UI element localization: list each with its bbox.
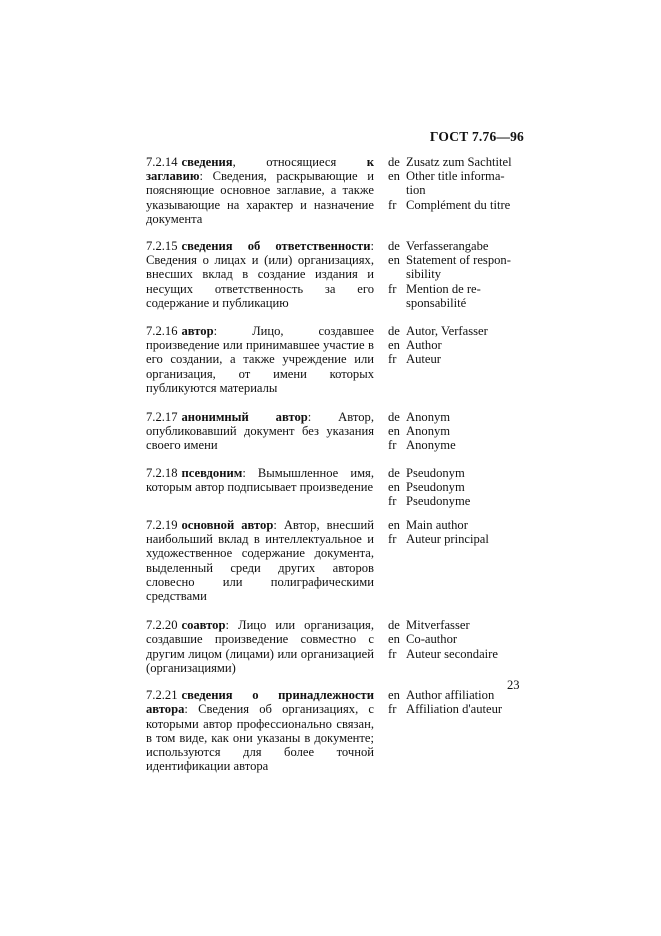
- entry-number: 7.2.14: [146, 155, 178, 169]
- entry-number: 7.2.18: [146, 465, 178, 480]
- language-code: fr: [388, 281, 397, 296]
- glossary-entries: [146, 155, 526, 773]
- foreign-equivalents: [388, 324, 528, 367]
- foreign-term: Other title informa-: [406, 169, 505, 184]
- foreign-term: sibility: [406, 267, 441, 282]
- foreign-term: Pseudonyme: [406, 494, 471, 509]
- entry-term: сведения: [181, 155, 233, 169]
- entry-definition: [146, 410, 374, 453]
- glossary-entry: [146, 618, 526, 675]
- foreign-term-row: [388, 338, 528, 352]
- foreign-term-row: [388, 282, 528, 296]
- foreign-term-row: [388, 647, 528, 661]
- language-code: en: [388, 632, 400, 647]
- language-code: fr: [388, 438, 397, 453]
- foreign-term: tion: [406, 183, 426, 198]
- foreign-term: Pseudonym: [406, 465, 465, 480]
- entry-term-connector: , относящиеся: [232, 155, 367, 169]
- foreign-term-row: [388, 169, 528, 183]
- entry-number: 7.2.17: [146, 410, 178, 425]
- entry-definition-text: : Вымышленное имя, которым автор подписывает произведение: [146, 465, 374, 494]
- entry-definition-text: : Автор, внесший наибольший вклад в интеллектуальное и художественное содержание документа, выделенный среди других авторов словесно или полиграфическими средствами: [146, 518, 374, 604]
- language-code: [388, 267, 406, 281]
- entry-definition-text: : Сведения об организациях, с которыми автор профессионально связан, в том виде, как они указаны в документе; используются для более точной идентификации автора: [146, 702, 374, 774]
- language-code: en: [388, 518, 400, 533]
- foreign-equivalents: [388, 239, 528, 310]
- language-code: de: [388, 324, 400, 339]
- foreign-term-row: [388, 352, 528, 366]
- foreign-term-row: [388, 466, 528, 480]
- entry-term: анонимный автор: [181, 410, 308, 425]
- entry-definition: [146, 518, 374, 603]
- page-number: 23: [507, 678, 520, 692]
- foreign-term: Pseudonym: [406, 479, 465, 494]
- language-code: en: [388, 253, 400, 268]
- language-code: de: [388, 618, 400, 633]
- language-code: en: [388, 688, 400, 703]
- entry-number: 7.2.15: [146, 239, 178, 254]
- foreign-term: Mention de re-: [406, 281, 481, 296]
- foreign-term-row: [388, 618, 528, 632]
- language-code: fr: [388, 532, 397, 547]
- foreign-term-row: [388, 532, 528, 546]
- entry-number: 7.2.21: [146, 688, 178, 703]
- foreign-term: Verfasserangabe: [406, 239, 489, 254]
- language-code: fr: [388, 197, 397, 212]
- entry-definition: [146, 155, 374, 226]
- foreign-term-row: [388, 518, 528, 532]
- foreign-term: Anonyme: [406, 438, 456, 453]
- foreign-term-row: [388, 183, 528, 197]
- language-code: en: [388, 338, 400, 353]
- foreign-term-row: [388, 253, 528, 267]
- foreign-term-row: [388, 296, 528, 310]
- glossary-entry: [146, 324, 526, 395]
- entry-term: псевдоним: [181, 465, 243, 480]
- entry-term: основной автор: [181, 518, 274, 533]
- foreign-term-row: [388, 239, 528, 253]
- glossary-entry: [146, 239, 526, 310]
- foreign-term: Statement of respon-: [406, 253, 511, 268]
- foreign-equivalents: [388, 155, 528, 212]
- foreign-equivalents: [388, 518, 528, 546]
- language-code: fr: [388, 702, 397, 717]
- language-code: [388, 296, 406, 310]
- foreign-term-row: [388, 410, 528, 424]
- entry-definition: [146, 466, 374, 494]
- entry-term: соавтор: [181, 618, 226, 633]
- language-code: de: [388, 155, 400, 169]
- entry-definition-text: : Лицо, создавшее произведение или принимавшее участие в его создании, а также учреждение или организация, от имени которых публикуются материалы: [146, 324, 374, 395]
- foreign-term: Author: [406, 338, 442, 353]
- entry-definition-text: : Сведения, раскрывающие и поясняющие основное заглавие, а также указывающие на характер и назначение документа: [146, 169, 374, 226]
- foreign-term: Anonym: [406, 424, 451, 439]
- foreign-term-row: [388, 155, 528, 169]
- foreign-term-row: [388, 267, 528, 281]
- foreign-term: Autor, Verfasser: [406, 324, 488, 339]
- glossary-entry: [146, 688, 526, 773]
- entry-number: 7.2.16: [146, 324, 178, 339]
- language-code: fr: [388, 352, 397, 367]
- entry-term-keyword: к заглавию: [146, 155, 374, 184]
- foreign-term: Zusatz zum Sachtitel: [406, 155, 512, 169]
- language-code: [388, 183, 406, 197]
- foreign-term: Auteur principal: [406, 532, 489, 547]
- document-header: ГОСТ 7.76—96: [429, 129, 524, 144]
- entry-term: сведения о принадлежности автора: [146, 688, 374, 717]
- foreign-term-row: [388, 424, 528, 438]
- foreign-term-row: [388, 480, 528, 494]
- language-code: de: [388, 410, 400, 425]
- language-code: de: [388, 465, 400, 480]
- entry-definition: [146, 324, 374, 395]
- entry-term: автор: [181, 324, 214, 339]
- foreign-term-row: [388, 324, 528, 338]
- entry-term: сведения об ответственности: [181, 239, 371, 254]
- entry-number: 7.2.19: [146, 518, 178, 533]
- foreign-equivalents: [388, 410, 528, 453]
- entry-definition: [146, 239, 374, 310]
- entry-definition: [146, 618, 374, 675]
- entry-definition-text: : Автор, опубликовавший документ без указания своего имени: [146, 410, 374, 453]
- glossary-entry: [146, 410, 526, 453]
- foreign-term: Author affiliation: [406, 688, 495, 703]
- foreign-term-row: [388, 702, 528, 716]
- foreign-term: sponsabilité: [406, 295, 467, 310]
- foreign-term: Mitverfasser: [406, 618, 470, 633]
- foreign-equivalents: [388, 466, 528, 509]
- glossary-entry: [146, 155, 526, 226]
- glossary-entry: [146, 518, 526, 603]
- entry-definition-text: : Сведения о лицах и (или) организациях, внесших вклад в создание издания и несущих ответственность за его содержание и публикацию: [146, 239, 374, 310]
- foreign-term-row: [388, 198, 528, 212]
- foreign-term: Auteur secondaire: [406, 646, 498, 661]
- language-code: de: [388, 239, 400, 254]
- entry-number: 7.2.20: [146, 618, 178, 633]
- foreign-term-row: [388, 494, 528, 508]
- foreign-term-row: [388, 632, 528, 646]
- foreign-term: Complément du titre: [406, 197, 511, 212]
- foreign-term: Affiliation d'auteur: [406, 702, 503, 717]
- language-code: fr: [388, 646, 397, 661]
- glossary-entry: [146, 465, 526, 509]
- entry-definition-text: : Лицо или организация, создавшие произведение совместно с другим лицом (лицами) или организацией (организациями): [146, 618, 374, 675]
- foreign-term: Auteur: [406, 352, 441, 367]
- language-code: en: [388, 424, 400, 439]
- foreign-term: Co-author: [406, 632, 458, 647]
- entry-definition: [146, 688, 374, 773]
- foreign-term-row: [388, 438, 528, 452]
- language-code: fr: [388, 494, 397, 509]
- foreign-term: Main author: [406, 518, 468, 533]
- foreign-term: Anonym: [406, 410, 451, 425]
- foreign-equivalents: [388, 618, 528, 661]
- language-code: en: [388, 169, 400, 184]
- language-code: en: [388, 479, 400, 494]
